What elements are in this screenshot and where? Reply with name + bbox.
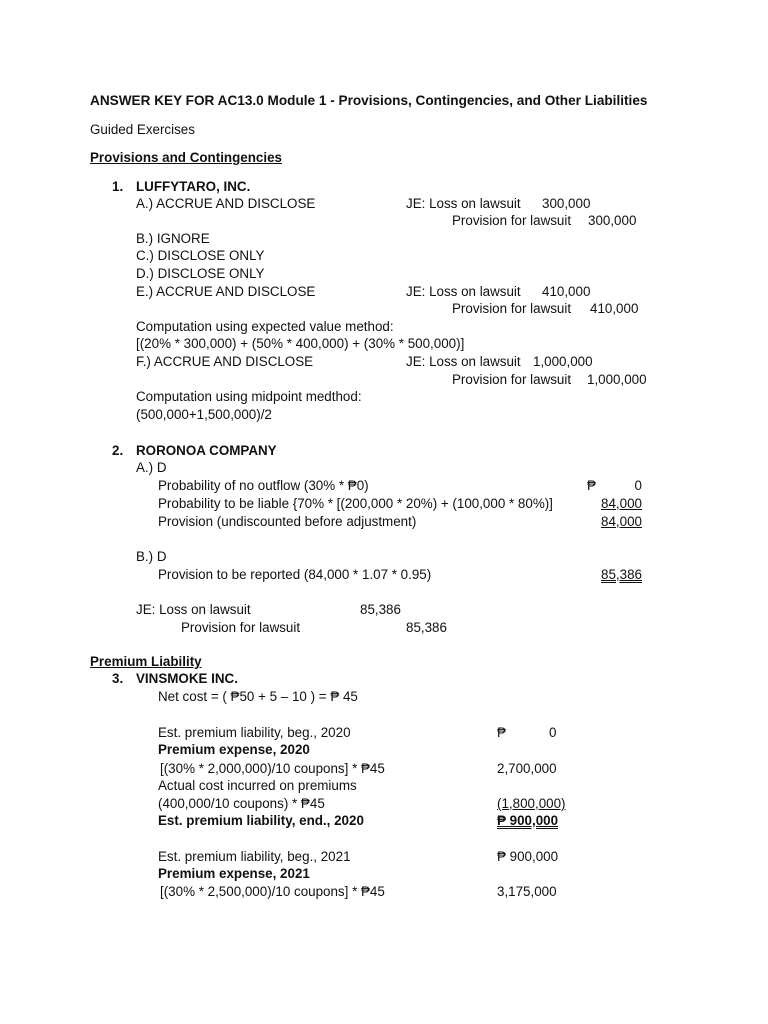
answer-b: B.) D <box>136 549 167 564</box>
answer-f: F.) ACCRUE AND DISCLOSE <box>136 354 314 369</box>
answer-c: C.) DISCLOSE ONLY <box>136 248 265 263</box>
row-amount: 0 <box>549 725 557 740</box>
je-credit-label: Provision for lawsuit <box>181 620 301 635</box>
row-label: Provision (undiscounted before adjustment) <box>158 514 417 529</box>
row-amount: 0 <box>634 478 642 493</box>
row-amount: ₱ 900,000 <box>497 813 559 828</box>
je-credit-amount: 300,000 <box>588 213 637 228</box>
je-credit-amount: 1,000,000 <box>587 372 647 387</box>
row-amount: 84,000 <box>601 496 642 511</box>
je-debit-amount: 85,386 <box>360 602 401 617</box>
problem-title: LUFFYTARO, INC. <box>136 179 251 194</box>
row-label: Est. premium liability, end., 2020 <box>158 813 364 828</box>
section-heading-provisions: Provisions and Contingencies <box>90 150 282 165</box>
row-label: (400,000/10 coupons) * ₱45 <box>158 796 325 811</box>
row-amount: 85,386 <box>601 567 642 582</box>
je-credit-label: Provision for lawsuit <box>452 213 572 228</box>
je-credit-label: Provision for lawsuit <box>452 372 572 387</box>
je-credit-amount: 410,000 <box>590 301 639 316</box>
answer-a: A.) ACCRUE AND DISCLOSE <box>136 196 316 211</box>
je-debit-label: JE: Loss on lawsuit <box>406 284 521 299</box>
row-label: Premium expense, 2020 <box>158 742 310 757</box>
row-label: [(30% * 2,000,000)/10 coupons] * ₱45 <box>160 761 385 776</box>
answer-d: D.) DISCLOSE ONLY <box>136 266 265 281</box>
answer-b: B.) IGNORE <box>136 231 210 246</box>
row-label: [(30% * 2,500,000)/10 coupons] * ₱45 <box>160 884 385 899</box>
je-credit-label: Provision for lawsuit <box>452 301 572 316</box>
problem-title: RORONOA COMPANY <box>136 443 277 458</box>
problem-number: 2. <box>112 443 124 458</box>
subtitle: Guided Exercises <box>90 122 195 137</box>
je-credit-amount: 85,386 <box>406 620 447 635</box>
computation-formula: [(20% * 300,000) + (50% * 400,000) + (30% * 500,000)] <box>136 336 465 351</box>
row-label: Est. premium liability, beg., 2021 <box>158 849 351 864</box>
row-amount: 84,000 <box>601 514 642 529</box>
row-amount: ₱ 900,000 <box>497 849 559 864</box>
section-heading-premium: Premium Liability <box>90 654 202 669</box>
currency-symbol: ₱ <box>497 725 506 740</box>
problem-title: VINSMOKE INC. <box>136 671 238 686</box>
je-debit-label: JE: Loss on lawsuit <box>406 196 521 211</box>
answer-e: E.) ACCRUE AND DISCLOSE <box>136 284 316 299</box>
row-label: Provision to be reported (84,000 * 1.07 * 0.95) <box>158 567 432 582</box>
je-debit-label: JE: Loss on lawsuit <box>406 354 521 369</box>
problem-number: 1. <box>112 179 124 194</box>
row-label: Est. premium liability, beg., 2020 <box>158 725 351 740</box>
je-debit-amount: 1,000,000 <box>533 354 593 369</box>
row-label: Premium expense, 2021 <box>158 866 310 881</box>
row-label: Probability of no outflow (30% * ₱0) <box>158 478 369 493</box>
je-debit-amount: 300,000 <box>542 196 591 211</box>
row-label: Actual cost incurred on premiums <box>158 778 357 793</box>
computation-label: Computation using midpoint medthod: <box>136 389 362 404</box>
computation-formula: (500,000+1,500,000)/2 <box>136 407 272 422</box>
row-amount: 3,175,000 <box>497 884 557 899</box>
row-label: Probability to be liable {70% * [(200,000 * 20%) + (100,000 * 80%)] <box>158 496 553 511</box>
net-cost: Net cost = ( ₱50 + 5 – 10 ) = ₱ 45 <box>158 689 358 704</box>
document-title: ANSWER KEY FOR AC13.0 Module 1 - Provisions, Contingencies, and Other Liabilities <box>90 93 648 108</box>
row-amount: (1,800,000) <box>497 796 566 811</box>
row-amount: 2,700,000 <box>497 761 557 776</box>
problem-number: 3. <box>112 671 124 686</box>
je-debit-amount: 410,000 <box>542 284 591 299</box>
answer-a: A.) D <box>136 460 167 475</box>
je-debit-label: JE: Loss on lawsuit <box>136 602 251 617</box>
computation-label: Computation using expected value method: <box>136 319 394 334</box>
currency-symbol: ₱ <box>587 478 596 493</box>
